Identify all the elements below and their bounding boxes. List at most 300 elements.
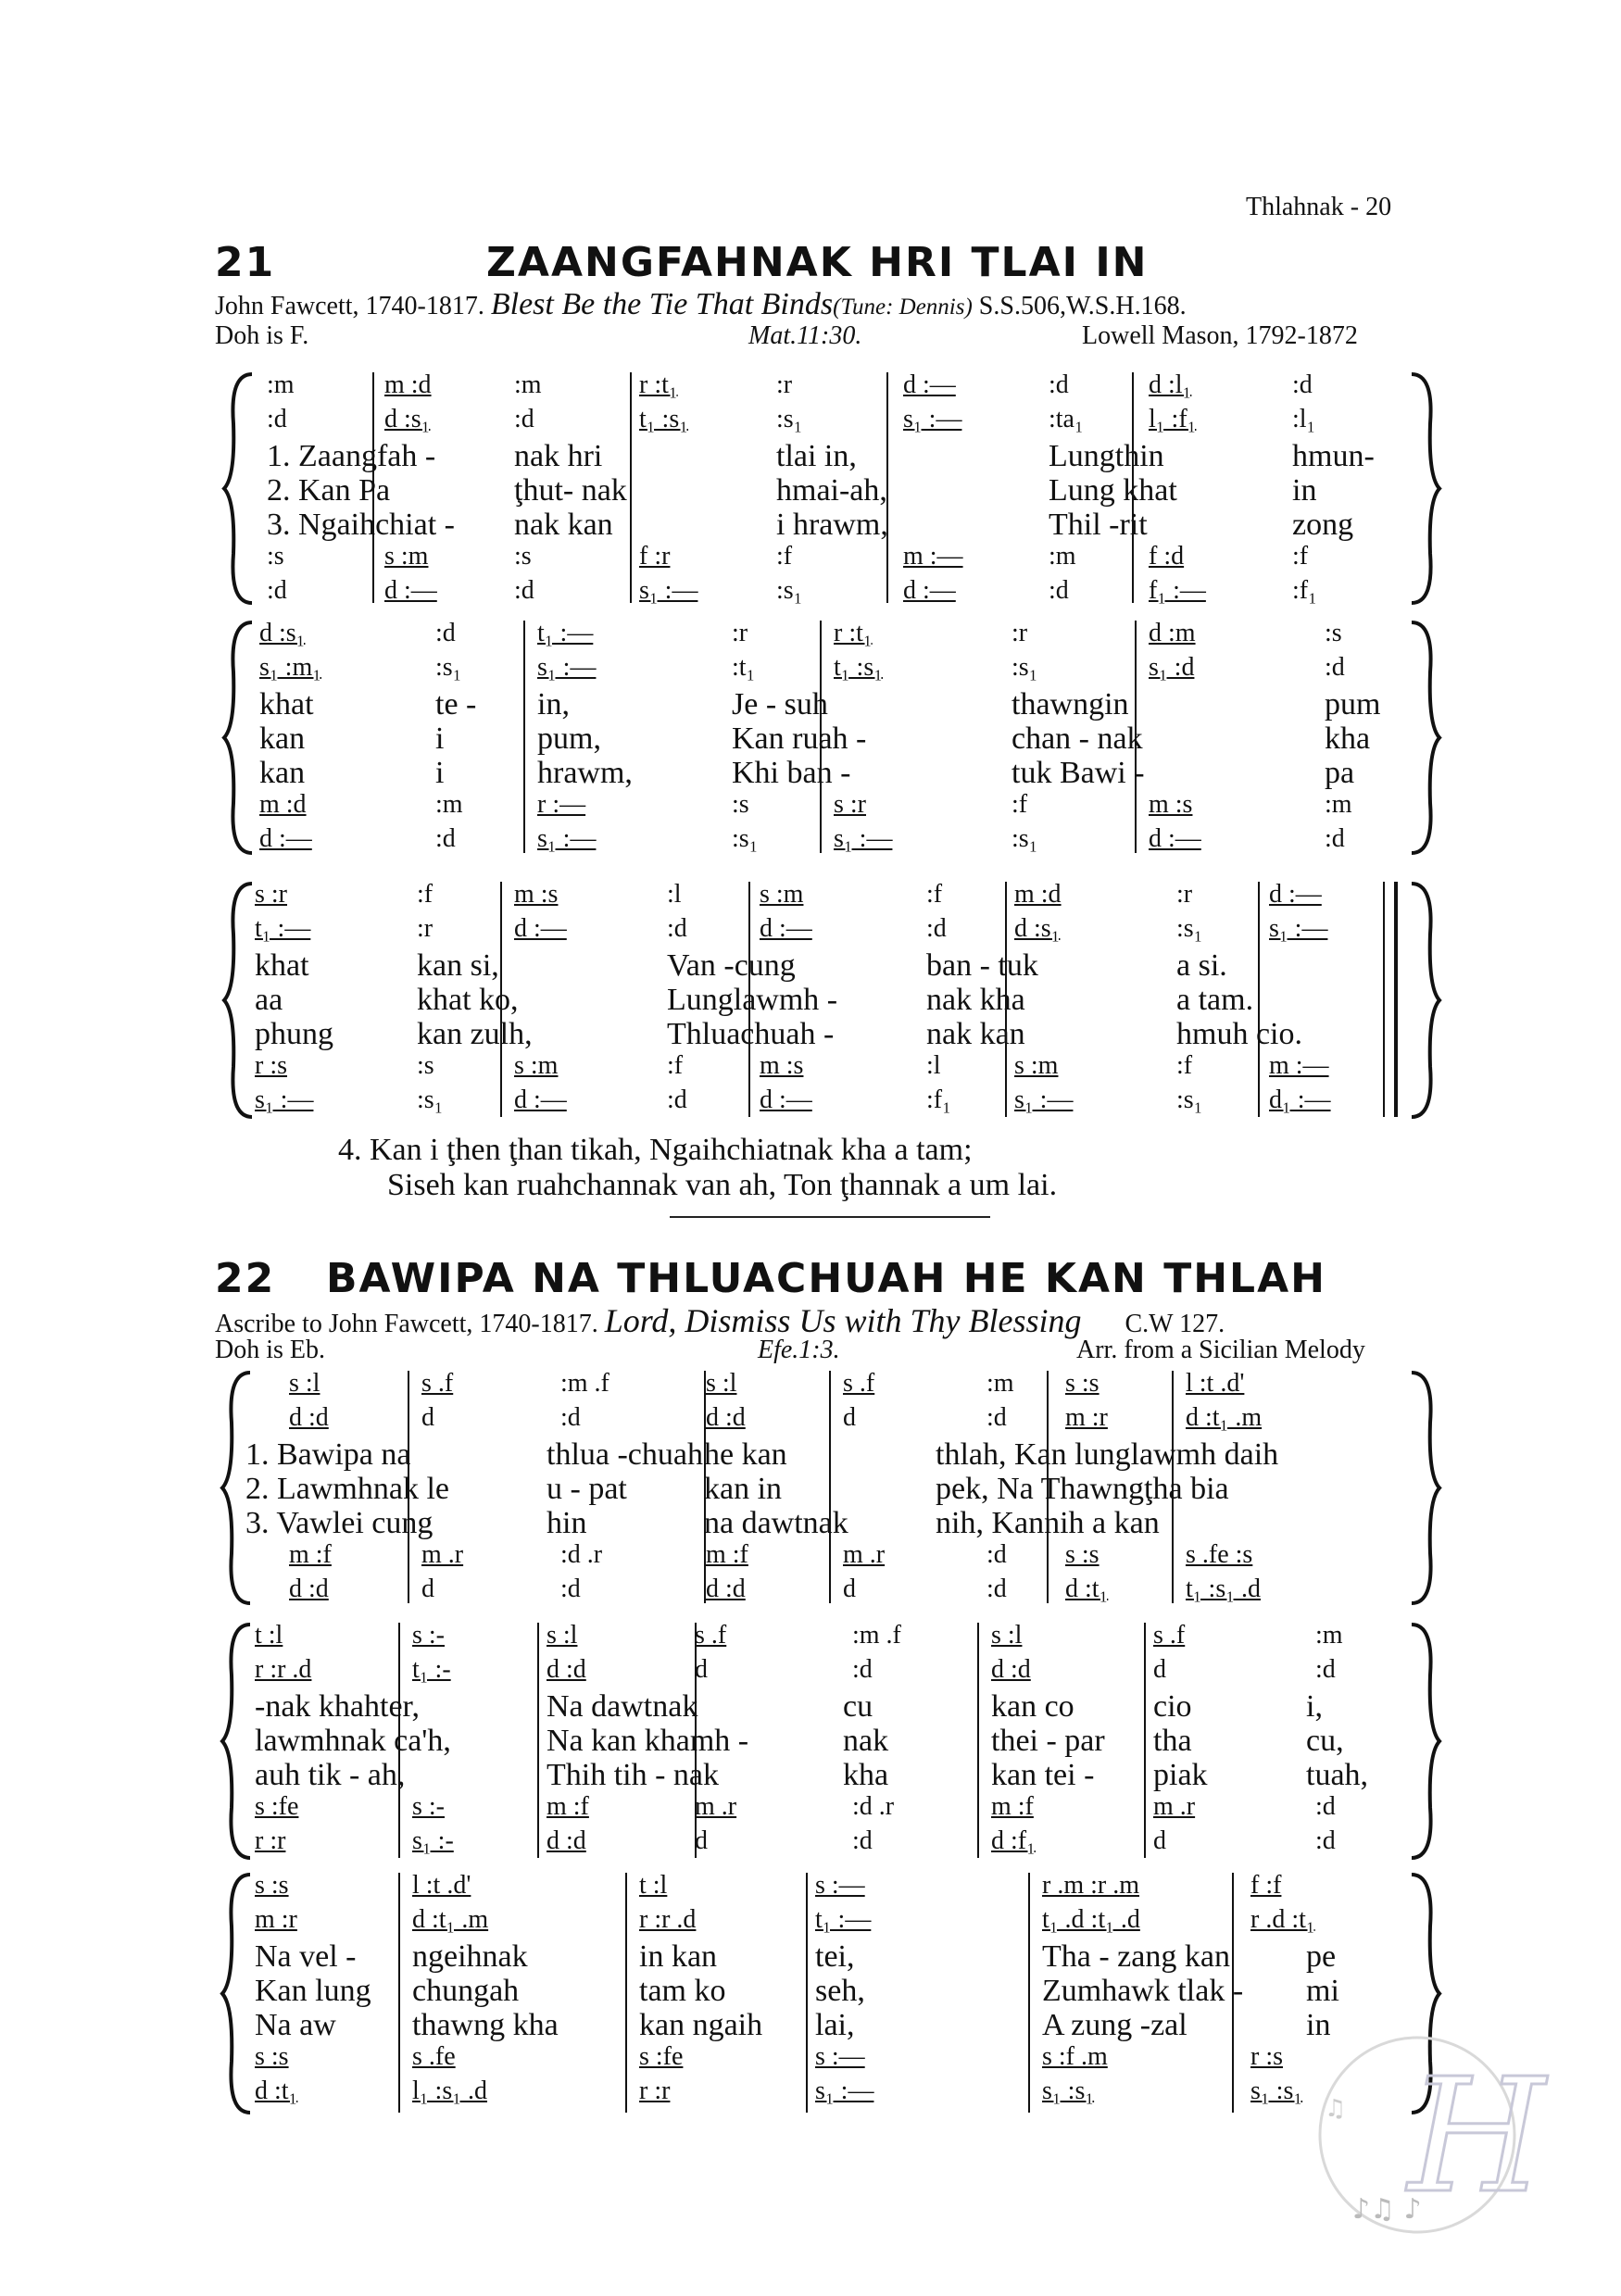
right-brace bbox=[1408, 619, 1441, 857]
solfa-note: t₁ :— bbox=[255, 914, 311, 943]
lyric-text: ţhut- nak bbox=[514, 473, 627, 508]
solfa-note: d :t₁ bbox=[1065, 1575, 1109, 1603]
lyric-text: in, bbox=[537, 687, 570, 721]
solfa-note: m .r bbox=[1153, 1792, 1196, 1821]
solfa-note: :s₁ bbox=[1176, 1085, 1203, 1114]
lyric-text: kan ngaih bbox=[639, 2008, 763, 2042]
left-brace bbox=[222, 880, 256, 1121]
solfa-note: s₁ :— bbox=[255, 1085, 314, 1114]
solfa-note: d :d bbox=[289, 1403, 329, 1432]
lyric-text: i hrawm, bbox=[776, 508, 888, 542]
solfa-note: r .d :t₁ bbox=[1250, 1905, 1315, 1934]
solfa-note: l₁ :s₁ .d bbox=[412, 2076, 487, 2105]
lyric-text: pum bbox=[1325, 687, 1381, 721]
solfa-note: s .f bbox=[843, 1369, 875, 1398]
lyric-text: Je - suh bbox=[732, 687, 828, 721]
solfa-note: d :d bbox=[289, 1575, 329, 1603]
bar-line bbox=[1258, 882, 1260, 1117]
solfa-note: :d .r bbox=[560, 1540, 603, 1569]
lyric-text: -nak khahter, bbox=[255, 1689, 421, 1724]
lyric-text: 2. Kan Pa bbox=[267, 473, 391, 508]
solfa-note: :s₁ bbox=[1176, 914, 1203, 943]
solfa-note: :d bbox=[986, 1403, 1007, 1432]
svg-text:H: H bbox=[1408, 2045, 1546, 2228]
solfa-note: :m bbox=[435, 790, 463, 819]
solfa-note: s₁ :— bbox=[1269, 914, 1328, 943]
lyric-text: tuk Bawi - bbox=[1012, 756, 1145, 790]
solfa-note: :l bbox=[926, 1051, 941, 1080]
lyric-text: zong bbox=[1292, 508, 1354, 542]
solfa-note: t₁ .d :t₁ .d bbox=[1042, 1905, 1140, 1934]
solfa-note: t :l bbox=[639, 1871, 668, 1900]
solfa-note: :r bbox=[1012, 619, 1028, 647]
lyric-text: 1. Bawipa na bbox=[245, 1437, 411, 1472]
solfa-note: s :l bbox=[706, 1369, 737, 1398]
solfa-note: s :fe bbox=[255, 1792, 299, 1821]
solfa-note: :s bbox=[267, 542, 284, 571]
solfa-note: :d bbox=[1325, 824, 1345, 853]
solfa-note: s₁ :— bbox=[903, 405, 962, 433]
verse-4-line-2: Siseh kan ruahchannak van ah, Ton ţhannak a um lai. bbox=[387, 1168, 1058, 1202]
solfa-note: m .r bbox=[695, 1792, 737, 1821]
lyric-text: aa bbox=[255, 983, 283, 1017]
solfa-note: :f bbox=[1176, 1051, 1193, 1080]
solfa-note: d :— bbox=[903, 370, 956, 399]
solfa-note: :m bbox=[1049, 542, 1076, 571]
solfa-note: m :s bbox=[760, 1051, 804, 1080]
solfa-note: s₁ :s₁ bbox=[1250, 2076, 1303, 2105]
solfa-note: d :t₁ bbox=[255, 2076, 298, 2105]
solfa-note: :d bbox=[1049, 370, 1069, 399]
solfa-note: :d bbox=[267, 576, 287, 605]
solfa-note: m .r bbox=[421, 1540, 464, 1569]
lyric-text: Zumhawk tlak - bbox=[1042, 1974, 1244, 2008]
solfa-note: :s₁ bbox=[435, 653, 462, 682]
lyric-text: kan tei - bbox=[991, 1758, 1095, 1792]
hymn-title: BAWIPA NA THLUACHUAH HE KAN THLAH bbox=[326, 1255, 1326, 1302]
lyric-text: a si. bbox=[1176, 948, 1227, 983]
hymn-credits: John Fawcett, 1740-1817. Blest Be the Tie That Binds(Tune: Dennis) S.S.506,W.S.H.168. bbox=[215, 287, 1187, 321]
solfa-note: r :t₁ bbox=[639, 370, 678, 399]
lyric-text: piak bbox=[1153, 1758, 1208, 1792]
lyric-text: chungah bbox=[412, 1974, 520, 2008]
solfa-note: d :d bbox=[991, 1655, 1031, 1684]
lyric-text: na dawtnak bbox=[704, 1506, 848, 1540]
lyric-text: kan zulh, bbox=[417, 1017, 533, 1051]
solfa-note: :d bbox=[667, 914, 687, 943]
solfa-note: m :f bbox=[547, 1792, 589, 1821]
lyric-text: thawng kha bbox=[412, 2008, 559, 2042]
left-brace bbox=[222, 370, 256, 607]
bar-line bbox=[829, 1371, 831, 1603]
lyric-text: 2. Lawmhnak le bbox=[245, 1472, 449, 1506]
lyric-text: auh tik - ah, bbox=[255, 1758, 406, 1792]
lyric-text: in bbox=[1306, 2008, 1331, 2042]
solfa-note: :d .r bbox=[852, 1792, 895, 1821]
lyric-text: Na vel - bbox=[255, 1939, 357, 1974]
final-bar-line bbox=[1394, 882, 1398, 1117]
lyric-text: mi bbox=[1306, 1974, 1339, 2008]
solfa-note: :s₁ bbox=[1012, 653, 1038, 682]
solfa-note: :d bbox=[1315, 1826, 1336, 1855]
solfa-note: s :l bbox=[289, 1369, 320, 1398]
solfa-note: s₁ :- bbox=[412, 1826, 454, 1855]
solfa-note: d bbox=[1153, 1826, 1166, 1855]
solfa-note: s .f bbox=[421, 1369, 454, 1398]
left-brace bbox=[220, 1871, 254, 2116]
solfa-note: :r bbox=[417, 914, 434, 943]
svg-text:♪♫ ♪: ♪♫ ♪ bbox=[1352, 2193, 1422, 2226]
bar-line bbox=[1144, 1623, 1146, 1858]
solfa-note: :d bbox=[1315, 1792, 1336, 1821]
lyric-text: i bbox=[435, 721, 445, 756]
lyric-text: pum, bbox=[537, 721, 601, 756]
solfa-note: t₁ :s₁ bbox=[639, 405, 688, 433]
solfa-note: :d bbox=[560, 1403, 581, 1432]
solfa-note: d :— bbox=[1269, 880, 1322, 909]
solfa-note: s :m bbox=[760, 880, 804, 909]
lyric-text: thlua -chuah bbox=[547, 1437, 703, 1472]
lyric-text: tam ko bbox=[639, 1974, 726, 2008]
lyric-text: Lung khat bbox=[1049, 473, 1177, 508]
solfa-note: d :— bbox=[760, 914, 812, 943]
solfa-note: d :— bbox=[760, 1085, 812, 1114]
solfa-note: d :t₁ .m bbox=[1186, 1403, 1263, 1432]
lyric-text: khat bbox=[255, 948, 309, 983]
solfa-note: :f bbox=[417, 880, 434, 909]
solfa-note: :d bbox=[560, 1575, 581, 1603]
solfa-note: d :f₁ bbox=[991, 1826, 1036, 1855]
lyric-text: pe bbox=[1306, 1939, 1337, 1974]
lyric-text: pa bbox=[1325, 756, 1355, 790]
lyric-text: Thluachuah - bbox=[667, 1017, 835, 1051]
solfa-note: m :— bbox=[903, 542, 963, 571]
bar-line bbox=[630, 372, 632, 603]
lyric-text: lai, bbox=[815, 2008, 855, 2042]
composer-credit: Lowell Mason, 1792-1872 bbox=[1082, 321, 1358, 350]
solfa-note: f :f bbox=[1250, 1871, 1282, 1900]
hymn-number: 21 bbox=[215, 239, 276, 286]
lyric-text: Na kan khamh - bbox=[547, 1724, 749, 1758]
solfa-note: :d bbox=[1315, 1655, 1336, 1684]
solfa-note: t₁ :s₁ bbox=[834, 653, 883, 682]
right-brace bbox=[1408, 370, 1441, 607]
solfa-note: f :d bbox=[1149, 542, 1185, 571]
lyric-text: Khi ban - bbox=[732, 756, 851, 790]
lyric-text: in kan bbox=[639, 1939, 718, 1974]
solfa-note: :s₁ bbox=[1012, 824, 1038, 853]
solfa-note: l :t .d' bbox=[1186, 1369, 1245, 1398]
lyric-text: cu, bbox=[1306, 1724, 1344, 1758]
solfa-note: :s₁ bbox=[417, 1085, 444, 1114]
solfa-note: t :l bbox=[255, 1621, 283, 1650]
lyric-text: i, bbox=[1306, 1689, 1323, 1724]
solfa-note: r :r .d bbox=[255, 1655, 312, 1684]
lyric-text: he kan bbox=[704, 1437, 787, 1472]
solfa-note: s :l bbox=[547, 1621, 578, 1650]
solfa-note: :r bbox=[776, 370, 793, 399]
solfa-note: r :r bbox=[639, 2076, 671, 2105]
lyric-text: chan - nak bbox=[1012, 721, 1143, 756]
solfa-note: d bbox=[1153, 1655, 1166, 1684]
solfa-note: :s bbox=[417, 1051, 434, 1080]
solfa-note: d bbox=[843, 1575, 856, 1603]
solfa-note: l₁ :f₁ bbox=[1149, 405, 1197, 433]
lyric-text: kan si, bbox=[417, 948, 499, 983]
bar-line bbox=[537, 1623, 539, 1858]
lyric-text: kan co bbox=[991, 1689, 1074, 1724]
lyric-text: tlai in, bbox=[776, 439, 857, 473]
lyric-text: kan in bbox=[704, 1472, 783, 1506]
final-bar-line bbox=[1383, 882, 1385, 1117]
lyric-text: Van -cung bbox=[667, 948, 796, 983]
solfa-note: s :r bbox=[834, 790, 866, 819]
solfa-note: :d bbox=[435, 619, 456, 647]
solfa-note: d bbox=[695, 1655, 708, 1684]
solfa-note: :m .f bbox=[852, 1621, 901, 1650]
solfa-note: :d bbox=[986, 1575, 1007, 1603]
lyric-text: phung bbox=[255, 1017, 333, 1051]
lyric-text: Tha - zang kan bbox=[1042, 1939, 1230, 1974]
lyric-text: 3. Vawlei cung bbox=[245, 1506, 434, 1540]
lyric-text: kan bbox=[259, 721, 306, 756]
solfa-note: :d bbox=[267, 405, 287, 433]
lyric-text: seh, bbox=[815, 1974, 865, 2008]
solfa-note: d :— bbox=[259, 824, 312, 853]
solfa-note: :d bbox=[852, 1826, 873, 1855]
solfa-note: s :- bbox=[412, 1621, 445, 1650]
solfa-note: :s₁ bbox=[776, 405, 803, 433]
solfa-note: :d bbox=[514, 405, 534, 433]
solfa-note: :m bbox=[514, 370, 542, 399]
lyric-text: nak kan bbox=[926, 1017, 1025, 1051]
solfa-note: r .m :r .m bbox=[1042, 1871, 1139, 1900]
solfa-note: d bbox=[843, 1403, 856, 1432]
solfa-note: m :s bbox=[514, 880, 559, 909]
right-brace bbox=[1408, 1369, 1441, 1607]
solfa-note: m :d bbox=[1014, 880, 1062, 909]
solfa-note: :d bbox=[852, 1655, 873, 1684]
scripture-reference: Mat.11:30. bbox=[748, 321, 862, 350]
lyric-text: nak kha bbox=[926, 983, 1025, 1017]
solfa-note: f :r bbox=[639, 542, 671, 571]
lyric-text: 3. Ngaihchiat - bbox=[267, 508, 455, 542]
solfa-note: f₁ :— bbox=[1149, 576, 1206, 605]
scripture-reference: Efe.1:3. bbox=[758, 1336, 840, 1364]
lyric-text: thlah, Kan lunglawmh daih bbox=[936, 1437, 1279, 1472]
solfa-note: s .fe bbox=[412, 2042, 456, 2071]
solfa-note: s₁ :— bbox=[537, 653, 597, 682]
solfa-note: r :s bbox=[255, 1051, 287, 1080]
right-brace bbox=[1408, 880, 1441, 1121]
key-signature: Doh is Eb. bbox=[215, 1336, 325, 1364]
page-header: Thlahnak - 20 bbox=[1246, 193, 1392, 221]
solfa-note: :d bbox=[435, 824, 456, 853]
lyric-text: nak kan bbox=[514, 508, 613, 542]
solfa-note: :ta₁ bbox=[1049, 405, 1084, 433]
solfa-note: s :— bbox=[815, 2042, 865, 2071]
solfa-note: s :l bbox=[991, 1621, 1023, 1650]
solfa-note: d bbox=[421, 1403, 434, 1432]
solfa-note: r :r .d bbox=[639, 1905, 697, 1934]
solfa-note: s :s bbox=[1065, 1540, 1100, 1569]
solfa-note: s .f bbox=[1153, 1621, 1186, 1650]
lyric-text: 1. Zaangfah - bbox=[267, 439, 436, 473]
arranger-credit: Arr. from a Sicilian Melody bbox=[1076, 1336, 1365, 1364]
lyric-text: khat bbox=[259, 687, 314, 721]
solfa-note: m :— bbox=[1269, 1051, 1329, 1080]
lyric-text: Na aw bbox=[255, 2008, 336, 2042]
lyric-text: u - pat bbox=[547, 1472, 627, 1506]
bar-line bbox=[523, 621, 525, 853]
solfa-note: s :— bbox=[815, 1871, 865, 1900]
solfa-note: :d bbox=[1325, 653, 1345, 682]
lyric-text: tuah, bbox=[1306, 1758, 1369, 1792]
left-brace bbox=[222, 619, 256, 857]
solfa-note: :t₁ bbox=[732, 653, 756, 682]
lyric-text: khat ko, bbox=[417, 983, 519, 1017]
lyric-text: nak hri bbox=[514, 439, 603, 473]
solfa-note: :m bbox=[1315, 1621, 1343, 1650]
lyric-text: hmai-ah, bbox=[776, 473, 887, 508]
lyric-text: pek, Na Thawngţha bia bbox=[936, 1472, 1229, 1506]
lyric-text: cu bbox=[843, 1689, 873, 1724]
hymn-number: 22 bbox=[215, 1255, 276, 1302]
lyric-text: A zung -zal bbox=[1042, 2008, 1187, 2042]
lyric-text: lawmhnak ca'h, bbox=[255, 1724, 451, 1758]
right-brace bbox=[1408, 1621, 1441, 1862]
lyric-text: Lungthin bbox=[1049, 439, 1164, 473]
solfa-note: t₁ :— bbox=[537, 619, 594, 647]
solfa-note: r :— bbox=[537, 790, 586, 819]
solfa-note: :d bbox=[926, 914, 947, 943]
solfa-note: l :t .d' bbox=[412, 1871, 471, 1900]
solfa-note: d bbox=[695, 1826, 708, 1855]
solfa-note: s₁ :— bbox=[639, 576, 698, 605]
verse-4-line-1: 4. Kan i ţhen ţhan tikah, Ngaihchiatnak kha a tam; bbox=[338, 1133, 973, 1167]
solfa-note: m :r bbox=[255, 1905, 297, 1934]
solfa-note: :r bbox=[732, 619, 748, 647]
solfa-note: d₁ :— bbox=[1269, 1085, 1331, 1114]
solfa-note: d :— bbox=[514, 1085, 567, 1114]
solfa-note: :s₁ bbox=[732, 824, 759, 853]
lyric-text: in bbox=[1292, 473, 1317, 508]
lyric-text: tha bbox=[1153, 1724, 1192, 1758]
solfa-note: :f bbox=[1012, 790, 1028, 819]
lyric-text: Kan ruah - bbox=[732, 721, 867, 756]
solfa-note: m :f bbox=[706, 1540, 748, 1569]
solfa-note: :d bbox=[514, 576, 534, 605]
bar-line bbox=[977, 1623, 979, 1858]
svg-text:♫: ♫ bbox=[1325, 2095, 1347, 2123]
solfa-note: s :s bbox=[255, 1871, 289, 1900]
solfa-note: m :d bbox=[384, 370, 432, 399]
solfa-note: :s bbox=[732, 790, 749, 819]
solfa-note: d :— bbox=[514, 914, 567, 943]
lyric-text: tei, bbox=[815, 1939, 855, 1974]
left-brace bbox=[220, 1621, 254, 1862]
lyric-text: Kan lung bbox=[255, 1974, 371, 2008]
solfa-note: d :d bbox=[547, 1826, 586, 1855]
lyric-text: a tam. bbox=[1176, 983, 1254, 1017]
lyric-text: Thil -rit bbox=[1049, 508, 1148, 542]
solfa-note: m :f bbox=[289, 1540, 332, 1569]
lyric-text: hmuh cio. bbox=[1176, 1017, 1302, 1051]
solfa-note: m :r bbox=[1065, 1403, 1108, 1432]
solfa-note: s :- bbox=[412, 1792, 445, 1821]
solfa-note: :s₁ bbox=[776, 576, 803, 605]
solfa-note: :m .f bbox=[560, 1369, 609, 1398]
lyric-text: kan bbox=[259, 756, 306, 790]
solfa-note: :l bbox=[667, 880, 682, 909]
solfa-note: s :fe bbox=[639, 2042, 684, 2071]
solfa-note: :m bbox=[1325, 790, 1352, 819]
solfa-note: r :s bbox=[1250, 2042, 1283, 2071]
lyric-text: nih, Kannih a kan bbox=[936, 1506, 1160, 1540]
lyric-text: te - bbox=[435, 687, 477, 721]
lyric-text: Na dawtnak bbox=[547, 1689, 698, 1724]
lyric-text: thawngin bbox=[1012, 687, 1129, 721]
solfa-note: :f bbox=[926, 880, 943, 909]
solfa-note: :l₁ bbox=[1292, 405, 1316, 433]
solfa-note: d :s₁ bbox=[1014, 914, 1061, 943]
solfa-note: :f bbox=[1292, 542, 1309, 571]
lyric-text: ban - tuk bbox=[926, 948, 1038, 983]
solfa-note: :d bbox=[1292, 370, 1313, 399]
solfa-note: s₁ :d bbox=[1149, 653, 1195, 682]
solfa-note: s :s bbox=[1065, 1369, 1100, 1398]
solfa-note: d :d bbox=[706, 1575, 746, 1603]
lyric-text: i bbox=[435, 756, 445, 790]
music-notes-watermark-icon bbox=[1223, 2033, 1546, 2241]
solfa-note: :f bbox=[667, 1051, 684, 1080]
solfa-note: s .fe :s bbox=[1186, 1540, 1253, 1569]
solfa-note: t₁ :- bbox=[412, 1655, 451, 1684]
solfa-note: :s bbox=[1325, 619, 1342, 647]
solfa-note: d :d bbox=[547, 1655, 586, 1684]
solfa-note: d :— bbox=[1149, 824, 1201, 853]
solfa-note: m .r bbox=[843, 1540, 886, 1569]
lyric-text: cio bbox=[1153, 1689, 1192, 1724]
solfa-note: d :— bbox=[903, 576, 956, 605]
solfa-note: r :t₁ bbox=[834, 619, 873, 647]
lyric-text: hin bbox=[547, 1506, 587, 1540]
lyric-text: Thih tih - nak bbox=[547, 1758, 720, 1792]
lyric-text: kha bbox=[1325, 721, 1371, 756]
solfa-note: s :m bbox=[514, 1051, 559, 1080]
solfa-note: d bbox=[421, 1575, 434, 1603]
solfa-note: m :d bbox=[259, 790, 307, 819]
hymn-credits: Ascribe to John Fawcett, 1740-1817. Lord, Dismiss Us with Thy Blessing C.W 127. bbox=[215, 1302, 1225, 1339]
solfa-note: :d bbox=[986, 1540, 1007, 1569]
solfa-note: d :m bbox=[1149, 619, 1196, 647]
solfa-note: s :s bbox=[255, 2042, 289, 2071]
solfa-note: s :m bbox=[384, 542, 429, 571]
solfa-note: m :s bbox=[1149, 790, 1193, 819]
solfa-note: :d bbox=[667, 1085, 687, 1114]
bar-line bbox=[625, 1873, 627, 2113]
divider-rule bbox=[670, 1216, 990, 1218]
solfa-note: s₁ :s₁ bbox=[1042, 2076, 1095, 2105]
bar-line bbox=[806, 1873, 808, 2113]
solfa-note: s :r bbox=[255, 880, 287, 909]
solfa-note: s₁ :— bbox=[815, 2076, 874, 2105]
solfa-note: s₁ :— bbox=[834, 824, 893, 853]
lyric-text: hrawm, bbox=[537, 756, 633, 790]
solfa-note: :m bbox=[267, 370, 295, 399]
key-signature: Doh is F. bbox=[215, 321, 309, 350]
lyric-text: thei - par bbox=[991, 1724, 1105, 1758]
